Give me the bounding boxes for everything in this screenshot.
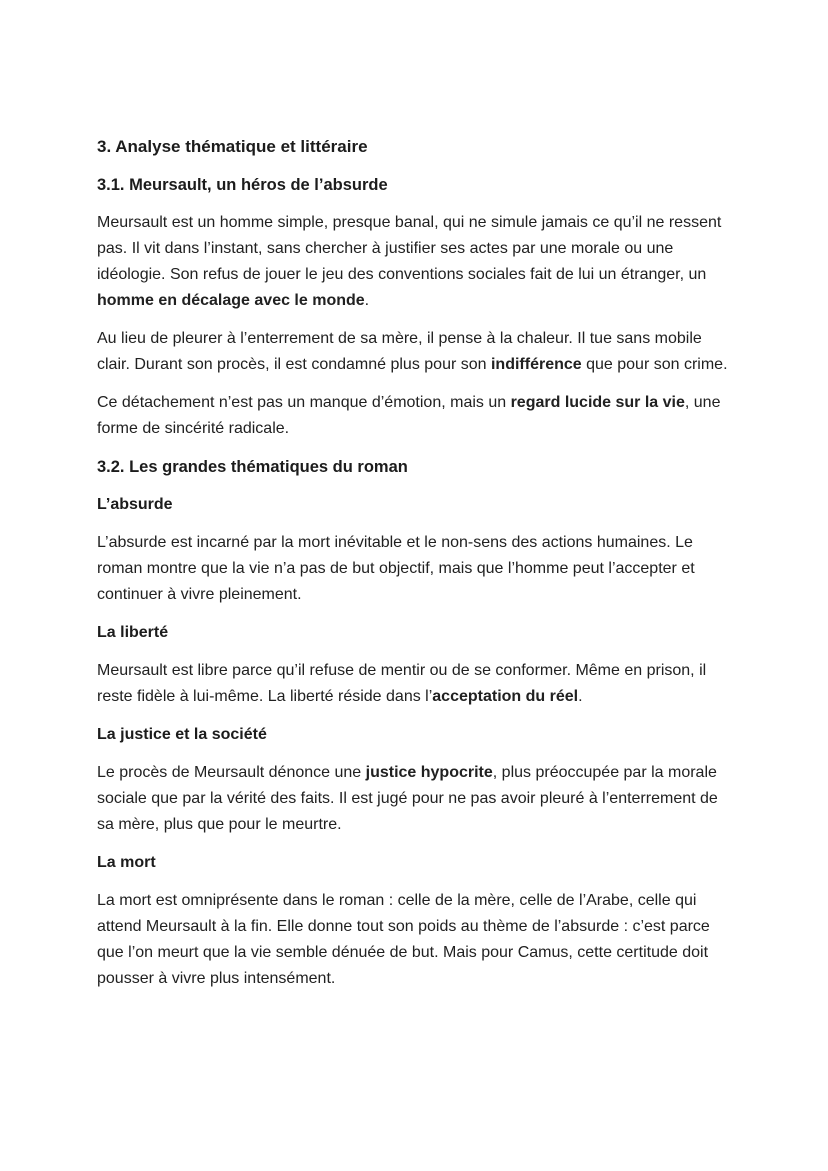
heading-level-2: 3.2. Les grandes thématiques du roman [97,458,408,476]
text-run: . [364,292,370,309]
text-run: Meursault est libre parce qu’il refuse de mentir ou de se conformer. Même en prison, il reste fidèle à lui-même. La liberté réside dans l’ [97,662,707,705]
text-run: , une forme de sincérité radicale. [97,394,721,437]
heading-level-3: L’absurde [97,496,173,513]
text-run: Meursault est un homme simple, presque banal, qui ne simule jamais ce qu’il ne ressent pas. Il vit dans l’instant, sans chercher à justifier ses actes par une morale ou une idéologie. Son refus de jouer le jeu des conventions sociales fait de lui un étranger, un [97,214,722,283]
text-run: que pour son crime. [581,356,728,373]
bold-text-run: regard lucide sur la vie [510,394,685,411]
paragraph [97,210,733,314]
text-run: Ce détachement n’est pas un manque d’émotion, mais un [97,394,511,411]
heading-level-3: La justice et la société [97,726,267,743]
bold-text-run: indifférence [490,356,582,373]
paragraph [97,326,733,378]
paragraph [97,658,733,710]
heading-level-1: 3. Analyse thématique et littéraire [97,137,368,156]
paragraph [97,888,733,992]
text-run: L’absurde est incarné par la mort inévitable et le non-sens des actions humaines. Le roman montre que la vie n’a pas de but objectif, mais que l’homme peut l’accepter et continuer à vivre pleinement. [97,534,695,603]
paragraph [97,390,733,442]
text-run: . [578,688,583,705]
bold-text-run: justice hypocrite [365,764,493,781]
paragraph [97,530,733,608]
text-run: La mort est omniprésente dans le roman : celle de la mère, celle de l’Arabe, celle qui attend Meursault à la fin. Elle donne tout son poids au thème de l’absurde : c’est parce que l’on meurt que la vie semble dénuée de but. Mais pour Camus, cette certitude doit pousser à vivre plus intensément. [97,892,710,987]
document-content [97,134,733,992]
bold-text-run: homme en décalage avec le monde [97,292,365,309]
paragraph [97,760,733,838]
heading-level-2: 3.1. Meursault, un héros de l’absurde [97,176,388,194]
text-run: , plus préoccupée par la morale sociale que par la vérité des faits. Il est jugé pour ne pas avoir pleuré à l’enterrement de sa mère, plus que pour le meurtre. [97,764,718,833]
text-run: Au lieu de pleurer à l’enterrement de sa mère, il pense à la chaleur. Il tue sans mobile clair. Durant son procès, il est condamné plus pour son [97,330,702,373]
text-run: Le procès de Meursault dénonce une [97,764,366,781]
heading-level-3: La mort [97,854,156,871]
heading-level-3: La liberté [97,624,169,641]
bold-text-run: acceptation du réel [432,688,579,705]
